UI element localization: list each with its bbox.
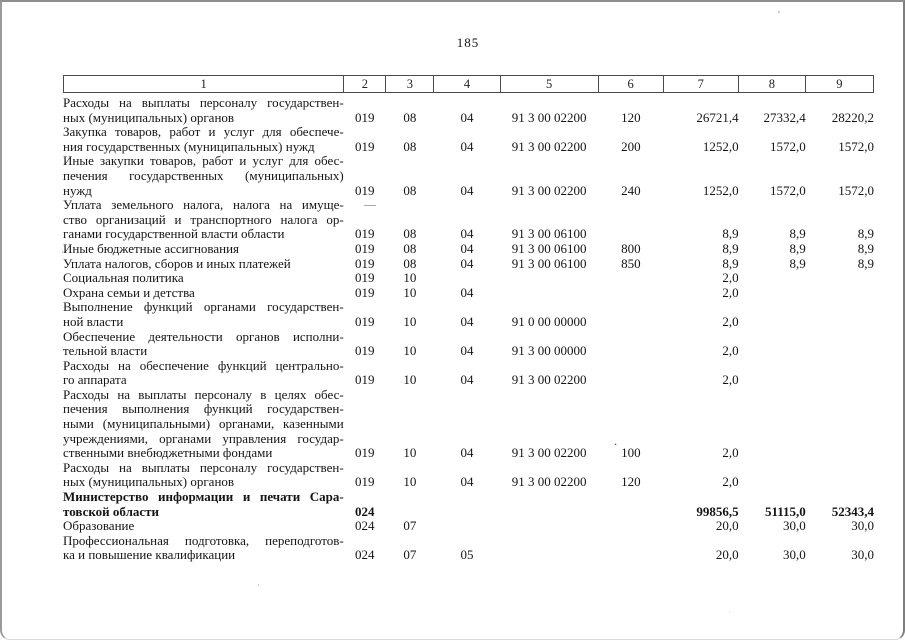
cell-col5: 91 3 00 02200 — [511, 138, 587, 154]
cell-col5: 91 3 00 02200 — [511, 109, 587, 125]
header-cell-col5: 5 — [500, 76, 598, 93]
row-label-line: Закупка товаров, работ и услуг для обеспече- — [63, 124, 344, 140]
row-label-line: Иные закупки товаров, работ и услуг для обес- — [63, 153, 344, 169]
row-label-line: Уплата налогов, сборов и иных платежей — [63, 255, 291, 271]
cell-col9 — [806, 300, 874, 329]
row-label — [63, 330, 344, 359]
cell-col7: 20,0 — [715, 518, 739, 534]
cell-col2: 019 — [354, 255, 375, 271]
cell-col4: 04 — [460, 372, 474, 388]
row-label-line: ных (муниципальных) органов — [63, 109, 235, 125]
cell-col7: 2,0 — [722, 313, 739, 329]
cell-col4: 04 — [460, 474, 474, 490]
cell-col3: 08 — [403, 182, 417, 198]
cell-col5: 91 3 00 00000 — [511, 343, 587, 359]
row-label-line: ство организаций и транспортного налога ор- — [63, 211, 344, 227]
row-label-line: ной власти — [63, 313, 124, 329]
table-row — [63, 359, 874, 388]
cell-col2: 024 — [354, 518, 375, 534]
cell-col5: 91 3 00 02200 — [511, 474, 587, 490]
cell-col6 — [598, 330, 663, 359]
cell-col2: 019 — [354, 270, 375, 286]
cell-col6: 800 — [621, 240, 641, 256]
table-row — [63, 198, 874, 242]
scan-speck: · — [61, 247, 64, 257]
cell-col7: 1252,0 — [702, 138, 739, 154]
cell-col6: 240 — [621, 182, 641, 198]
cell-col6: 120 — [621, 474, 641, 490]
cell-col5: 91 3 00 06100 — [511, 226, 587, 242]
cell-col2: 019 — [354, 343, 375, 359]
cell-col5: 91 0 00 00000 — [511, 313, 587, 329]
cell-col2: 019 — [354, 284, 375, 300]
cell-col3: 10 — [403, 270, 417, 286]
cell-col5: 91 3 00 02200 — [511, 182, 587, 198]
row-label — [63, 534, 344, 563]
table-header — [63, 75, 874, 93]
cell-col9 — [806, 271, 874, 286]
cell-col5 — [500, 490, 598, 519]
cell-col8: 1572,0 — [770, 182, 806, 198]
cell-col4: 04 — [460, 343, 474, 359]
cell-col8: 51115,0 — [764, 503, 806, 519]
cell-col2: 019 — [354, 138, 375, 154]
table-row — [63, 242, 874, 257]
table-body — [63, 96, 874, 563]
cell-col3 — [386, 490, 434, 519]
cell-col9: 8,9 — [857, 255, 874, 271]
cell-col6 — [598, 300, 663, 329]
table-row — [63, 271, 874, 286]
cell-col2: 019 — [354, 445, 375, 461]
budget-table — [63, 96, 874, 563]
table-row — [63, 96, 874, 125]
scan-speck: — — [364, 197, 376, 211]
row-label — [63, 271, 344, 286]
cell-col9 — [806, 286, 874, 301]
scan-speck: . — [614, 433, 618, 448]
row-label-line: Расходы на обеспечение функций центрально- — [63, 357, 344, 373]
row-label — [63, 286, 344, 301]
cell-col2: 019 — [354, 240, 375, 256]
row-label-line: Образование — [63, 518, 135, 534]
cell-col7: 2,0 — [722, 372, 739, 388]
cell-col4: 04 — [460, 284, 474, 300]
scan-speck: · — [728, 608, 731, 617]
cell-col4: 04 — [460, 138, 474, 154]
cell-col8 — [739, 271, 806, 286]
cell-col5: 91 3 00 06100 — [511, 255, 587, 271]
cell-col7: 8,9 — [722, 240, 739, 256]
cell-col7: 26721,4 — [696, 109, 739, 125]
page-number: 185 — [456, 35, 480, 50]
cell-col9 — [806, 330, 874, 359]
row-label — [63, 461, 344, 490]
row-label-line: ственными внебюджетными фондами — [63, 445, 273, 461]
cell-col9: 30,0 — [851, 518, 874, 534]
cell-col8 — [739, 330, 806, 359]
cell-col9: 8,9 — [857, 226, 874, 242]
cell-col2: 019 — [354, 109, 375, 125]
row-label — [63, 257, 344, 272]
row-label-line: Расходы на выплаты персоналу государствен- — [63, 95, 344, 110]
cell-col5 — [500, 271, 598, 286]
cell-col3: 10 — [403, 284, 417, 300]
header-cell-col1: 1 — [64, 76, 344, 93]
cell-col4: 04 — [460, 240, 474, 256]
cell-col3: 07 — [403, 518, 417, 534]
cell-col3: 08 — [403, 240, 417, 256]
row-label-line: Профессиональная подготовка, переподготов- — [63, 532, 344, 548]
cell-col4 — [434, 490, 500, 519]
cell-col6 — [598, 198, 663, 242]
cell-col6: 100 — [621, 445, 641, 461]
row-label — [63, 125, 344, 154]
scan-speck: ' — [778, 9, 780, 21]
table-row — [63, 461, 874, 490]
header-cell-col7: 7 — [663, 76, 738, 93]
cell-col8: 8,9 — [789, 255, 806, 271]
cell-col9 — [806, 388, 874, 461]
cell-col9: 1572,0 — [838, 182, 874, 198]
row-label — [63, 154, 344, 198]
cell-col6: 200 — [621, 138, 641, 154]
row-label-line: Иные бюджетные ассигнования — [63, 240, 240, 256]
cell-col4: 05 — [460, 547, 474, 563]
row-label — [63, 490, 344, 519]
row-label-line: Расходы на выплаты персоналу государствен- — [63, 459, 344, 475]
cell-col7: 2,0 — [722, 270, 739, 286]
cell-col4: 04 — [460, 445, 474, 461]
cell-col8: 30,0 — [783, 518, 806, 534]
cell-col4: 04 — [460, 109, 474, 125]
cell-col9: 28220,2 — [831, 109, 874, 125]
cell-col8 — [739, 286, 806, 301]
cell-col4: 04 — [460, 313, 474, 329]
header-cell-col4: 4 — [434, 76, 500, 93]
cell-col7: 8,9 — [722, 226, 739, 242]
row-label — [63, 198, 344, 242]
cell-col2: 019 — [354, 313, 375, 329]
cell-col9: 52343,4 — [831, 503, 874, 519]
row-label-line: ганами государственной власти области — [63, 226, 285, 242]
cell-col8: 8,9 — [789, 226, 806, 242]
cell-col6: 850 — [621, 255, 641, 271]
cell-col9: 8,9 — [857, 240, 874, 256]
cell-col6 — [598, 271, 663, 286]
cell-col3: 10 — [403, 343, 417, 359]
cell-col7: 1252,0 — [702, 182, 739, 198]
table-row — [63, 534, 874, 563]
cell-col3: 10 — [403, 445, 417, 461]
cell-col3: 08 — [403, 138, 417, 154]
table-row — [63, 300, 874, 329]
row-label-line: Расходы на выплаты персоналу в целях обес- — [63, 386, 344, 402]
cell-col6 — [598, 534, 663, 563]
row-label-line: Выполнение функций органами государствен- — [63, 299, 344, 315]
cell-col7: 2,0 — [722, 474, 739, 490]
cell-col6 — [598, 359, 663, 388]
row-label-line: нужд — [63, 182, 92, 198]
cell-col5: 91 3 00 06100 — [511, 240, 587, 256]
cell-col6 — [598, 490, 663, 519]
cell-col4: 04 — [460, 226, 474, 242]
cell-col3: 08 — [403, 226, 417, 242]
cell-col7: 2,0 — [722, 445, 739, 461]
cell-col7: 2,0 — [722, 343, 739, 359]
row-label-line: ных (муниципальных) органов — [63, 474, 235, 490]
cell-col8: 30,0 — [783, 547, 806, 563]
row-label-line: ными (муниципальными) органами, казенными — [63, 416, 344, 432]
table-row — [63, 330, 874, 359]
row-label-line: ка и повышение квалификации — [63, 547, 236, 563]
header-cell-col6: 6 — [598, 76, 663, 93]
row-label-line: го аппарата — [63, 372, 127, 388]
cell-col9 — [806, 461, 874, 490]
table-row — [63, 519, 874, 534]
row-label — [63, 519, 344, 534]
cell-col6: 120 — [621, 109, 641, 125]
cell-col2: 019 — [354, 226, 375, 242]
row-label — [63, 242, 344, 257]
cell-col2: 019 — [354, 474, 375, 490]
row-label-line: тельной власти — [63, 343, 148, 359]
row-label-line: Охрана семьи и детства — [63, 284, 195, 300]
header-cell-col9: 9 — [805, 76, 873, 93]
cell-col8: 8,9 — [789, 240, 806, 256]
cell-col5 — [500, 534, 598, 563]
table-row — [63, 286, 874, 301]
cell-col3: 10 — [403, 313, 417, 329]
cell-col2: 024 — [354, 503, 375, 519]
cell-col7: 8,9 — [722, 255, 739, 271]
row-label-line: Уплата земельного налога, налога на имуще- — [63, 197, 344, 213]
cell-col8 — [739, 461, 806, 490]
cell-col5: 91 3 00 02200 — [511, 445, 587, 461]
cell-col6 — [598, 519, 663, 534]
cell-col2: 019 — [354, 372, 375, 388]
cell-col3: 10 — [403, 372, 417, 388]
table-row — [63, 490, 874, 519]
table-row — [63, 257, 874, 272]
row-label-line: ния государственных (муниципальных) нужд — [63, 138, 315, 154]
header-row — [64, 76, 874, 93]
cell-col4: 04 — [460, 255, 474, 271]
cell-col5: 91 3 00 02200 — [511, 372, 587, 388]
row-label-line: учреждениями, органами управления государ- — [63, 430, 344, 446]
table-row — [63, 154, 874, 198]
row-label-line: печения государственных (муниципальных) — [63, 167, 344, 183]
row-label — [63, 96, 344, 125]
row-label-line: печения выполнения функций государствен- — [63, 401, 344, 417]
cell-col4 — [434, 519, 500, 534]
header-cell-col8: 8 — [738, 76, 805, 93]
row-label-line: Министерство информации и печати Сара- — [63, 489, 344, 505]
cell-col9 — [806, 359, 874, 388]
cell-col5 — [500, 286, 598, 301]
cell-col8: 1572,0 — [770, 138, 806, 154]
row-label-line: товской области — [63, 503, 160, 519]
cell-col4: 04 — [460, 182, 474, 198]
cell-col3: 08 — [403, 109, 417, 125]
cell-col9: 30,0 — [851, 547, 874, 563]
row-label-line: Обеспечение деятельности органов исполни- — [63, 328, 344, 344]
scan-speck: · — [257, 580, 260, 590]
cell-col3: 07 — [403, 547, 417, 563]
cell-col5 — [500, 519, 598, 534]
cell-col8 — [739, 359, 806, 388]
cell-col8: 27332,4 — [763, 109, 806, 125]
cell-col7: 20,0 — [715, 547, 739, 563]
row-label — [63, 388, 344, 461]
cell-col3: 08 — [403, 255, 417, 271]
cell-col8 — [739, 300, 806, 329]
cell-col6 — [598, 286, 663, 301]
row-label — [63, 359, 344, 388]
table-row — [63, 125, 874, 154]
cell-col4 — [434, 271, 500, 286]
cell-col7: 99856,5 — [696, 503, 739, 519]
header-cell-col2: 2 — [344, 76, 386, 93]
header-cell-col3: 3 — [386, 76, 434, 93]
cell-col3: 10 — [403, 474, 417, 490]
row-label-line: Социальная политика — [63, 270, 184, 286]
table-row — [63, 388, 874, 461]
cell-col8 — [739, 388, 806, 461]
cell-col2: 024 — [354, 547, 375, 563]
cell-col2: 019 — [354, 182, 375, 198]
row-label — [63, 300, 344, 329]
cell-col7: 2,0 — [722, 284, 739, 300]
cell-col9: 1572,0 — [838, 138, 874, 154]
